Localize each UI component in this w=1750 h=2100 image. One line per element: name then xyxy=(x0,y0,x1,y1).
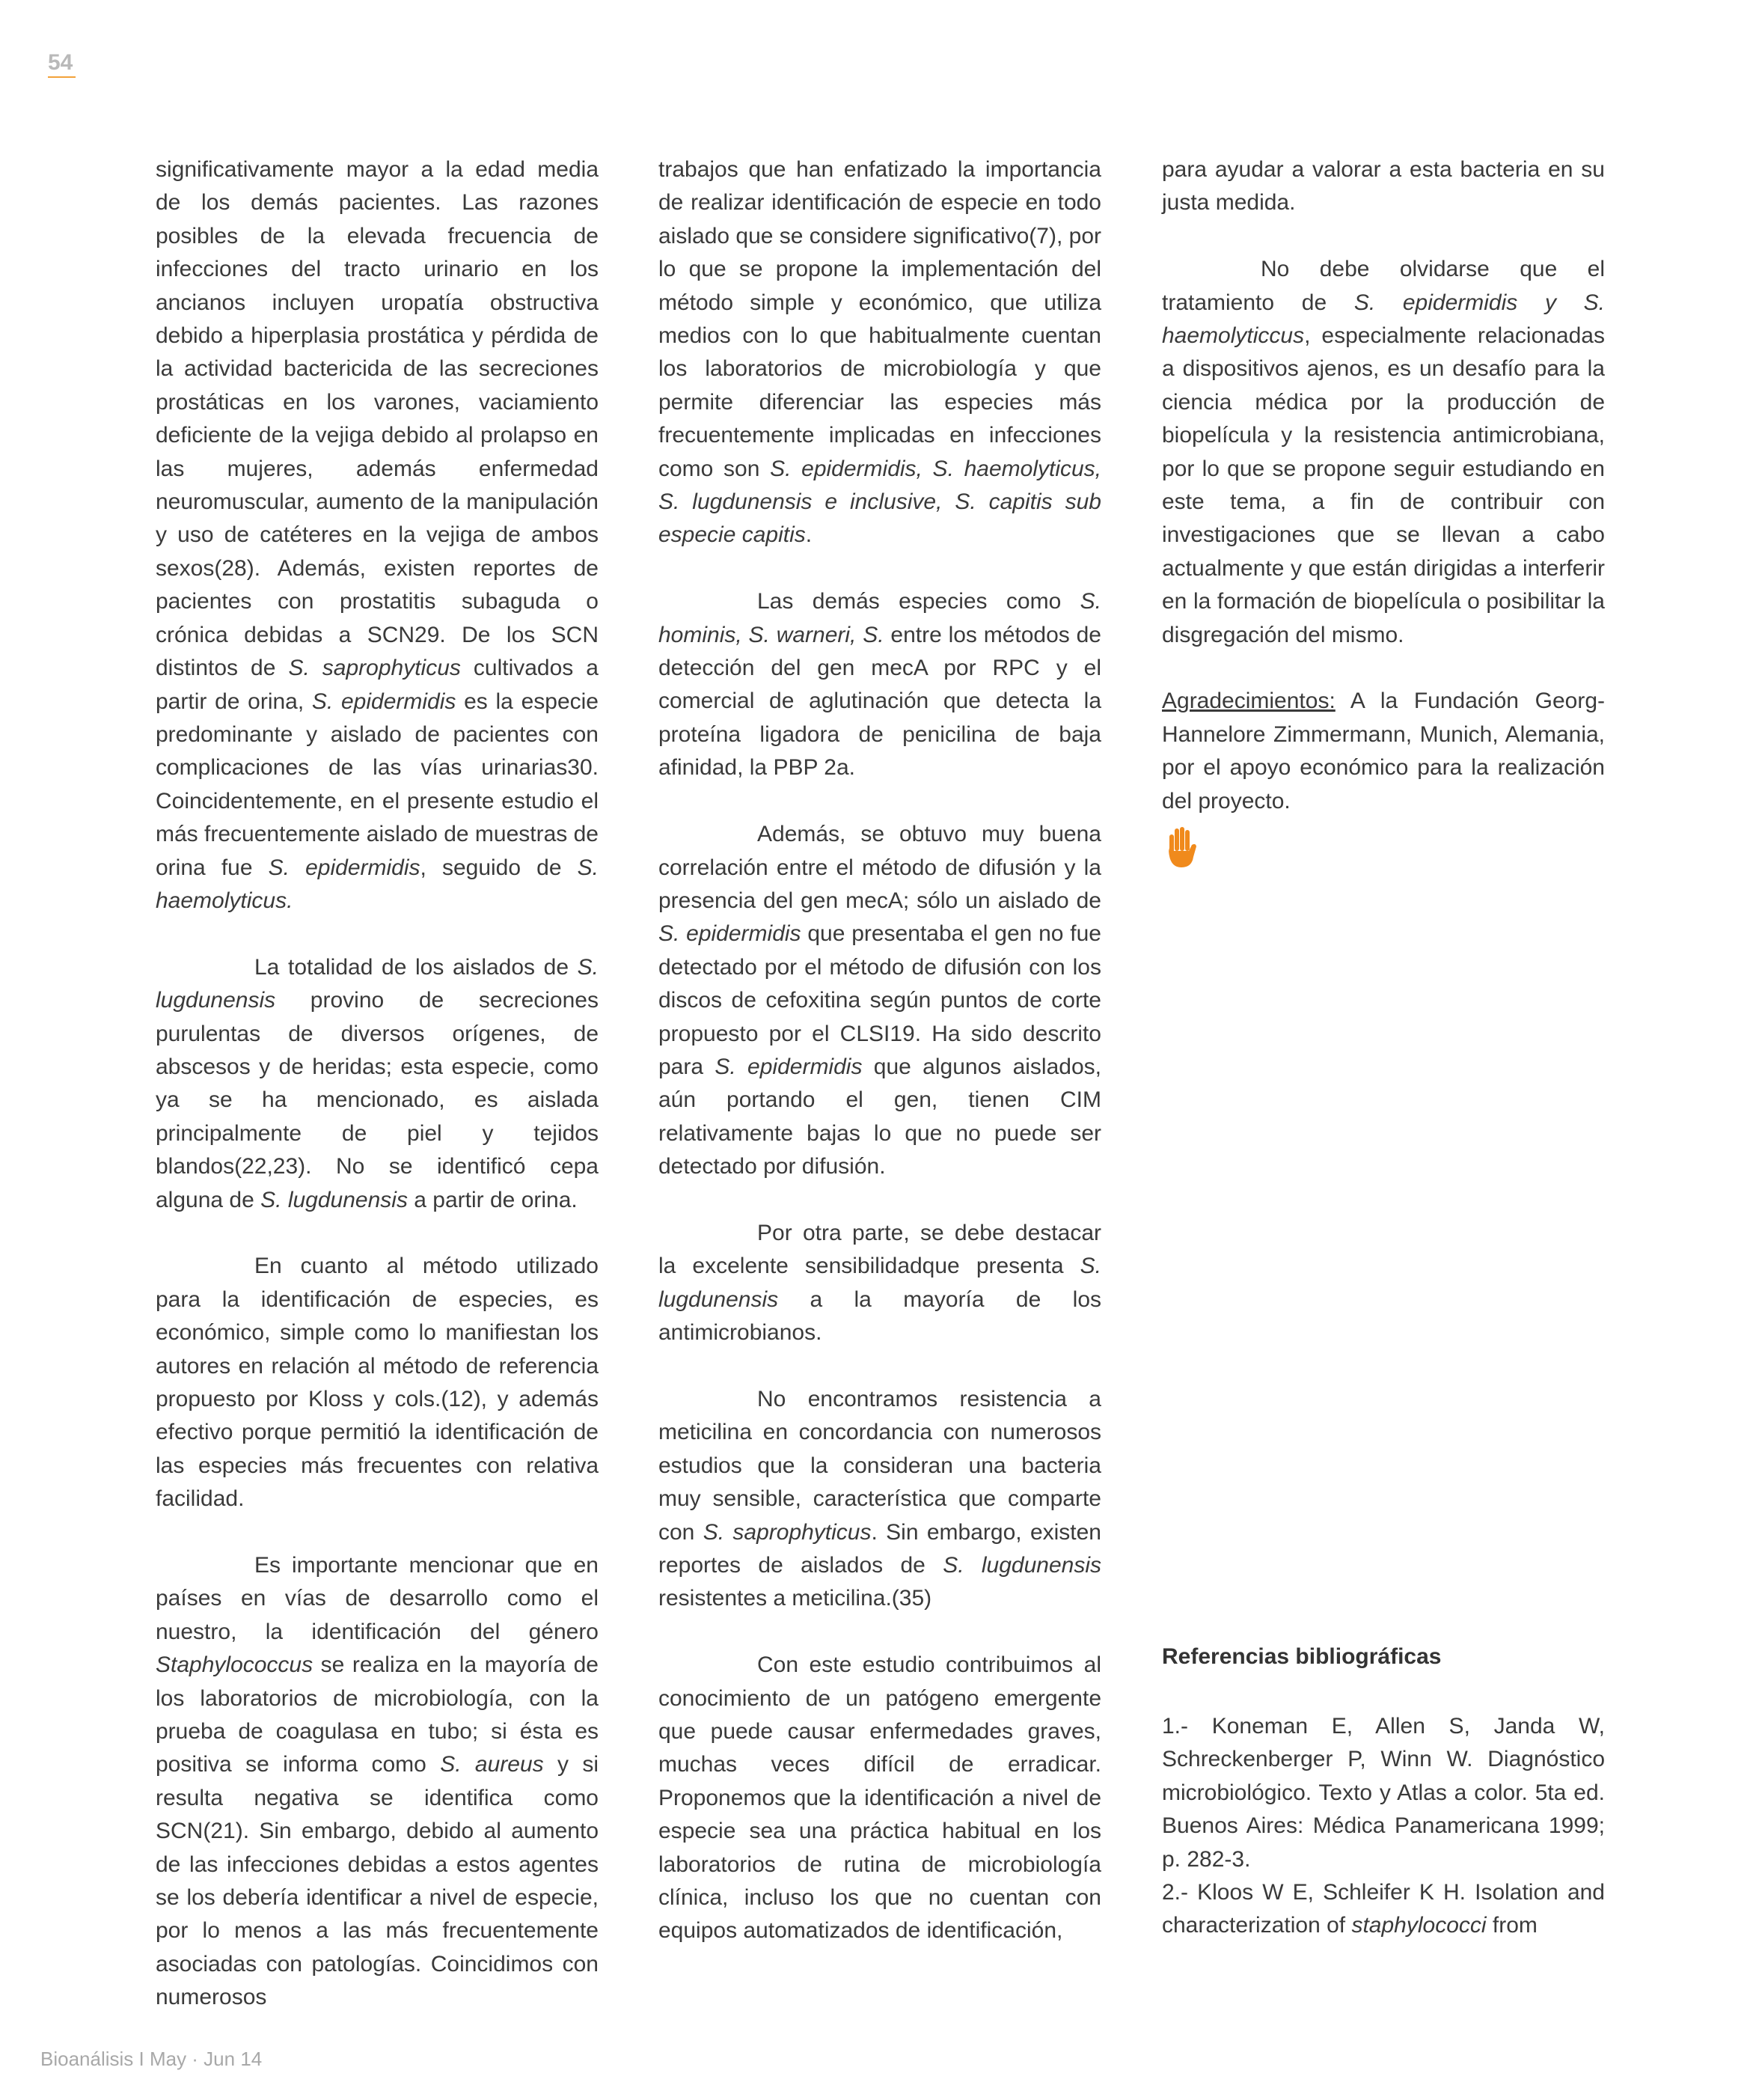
paragraph xyxy=(1162,153,1605,220)
text-run: significativamente mayor a la edad media de los demás pacientes. Las razones posibles de la elevada frecuencia de infecciones del tracto urinario en los ancianos incluyen uropatía obstructiva debido a hiperplasia prostática y pérdida de la actividad bactericida de las secreciones prostáticas en los varones, vaciamiento deficiente de la vejiga debido al prolapso en las mujeres, además enfermedad neuromuscular, aumento de la manipulación y uso de catéteres en la vejiga de ambos sexos(28). Además, existen reportes de pacientes con prostatitis subaguda o crónica debidas a SCN29. De los SCN distintos de xyxy=(156,157,599,681)
text-run: S. epidermidis xyxy=(311,689,456,714)
text-run: provino de secreciones purulentas de diversos orígenes, de abscesos y de heridas; esta especie, como ya se ha mencionado, es aislada principalmente de piel y tejidos blandos(22,23). No se identificó cepa alguna de xyxy=(156,988,599,1212)
paragraph xyxy=(156,1549,599,2015)
text-run: a partir de orina. xyxy=(407,1187,578,1212)
paragraph xyxy=(156,1250,599,1516)
text-run: S. saprophyticus xyxy=(288,656,461,681)
text-run: S. epidermidis xyxy=(268,855,420,880)
text-run: entre los métodos de detección del gen mecA por RPC y el comercial de aglutinación que detecta la proteína ligadora de penicilina de baja afinidad, la PBP 2a. xyxy=(658,622,1101,781)
text-run: a la mayoría de los antimicrobianos. xyxy=(658,1286,1101,1346)
text-run: No encontramos resistencia a meticilina en concordancia con numerosos estudios que la consideran una bacteria muy sensible, característica que comparte con xyxy=(658,1386,1101,1545)
column-2 xyxy=(658,153,1101,1948)
text-run: , especialmente relacionadas a dispositivos ajenos, es un desafío para la ciencia médica por la producción de biopelícula y la resistencia antimicrobiana, por lo que se propone seguir estudiando en este tema, a fin de contribuir con investigaciones que se llevan a cabo actualmente y que están dirigidas a interferir en la formación de biopelícula o posibilitar la disgregación del mismo. xyxy=(1162,323,1605,647)
paragraph xyxy=(658,153,1101,552)
references-title: Referencias bibliográficas xyxy=(1162,1644,1442,1669)
text-run: . xyxy=(805,522,813,548)
text-run: S. epidermidis y S. haemolyticcus xyxy=(1162,290,1605,349)
text-run: . Sin embargo, existen reportes de aislados de xyxy=(658,1519,1101,1578)
text-run: cultivados a partir de orina, xyxy=(156,656,599,714)
paragraph xyxy=(658,585,1101,784)
text-run: staphylococci xyxy=(1351,1913,1487,1938)
hand-icon xyxy=(1162,825,1198,870)
paragraph xyxy=(658,1217,1101,1350)
text-run: Además, se obtuvo muy buena correlación entre el método de difusión y la presencia del gen mecA; sólo un aislado de xyxy=(658,822,1101,913)
paragraph xyxy=(156,951,599,1217)
text-run: y si resulta negativa se identifica como SCN(21). Sin embargo, debido al aumento de las infecciones debidas a estos agentes se los debería identificar a nivel de especie, por lo menos a las más frecuentemente asociadas con patologías. Coincidimos con numerosos xyxy=(156,1752,599,2010)
text-run: Por otra parte, se debe destacar la excelente sensibilidadque presenta xyxy=(658,1220,1101,1279)
reference-item xyxy=(1162,1710,1605,1876)
text-run: S. lugdunensis xyxy=(260,1187,408,1212)
text-run: 2.- Kloos W E, Schleifer K H. Isolation and characterization of xyxy=(1162,1880,1605,1938)
footer: Bioanálisis I May · Jun 14 xyxy=(40,2048,263,2070)
text-run: No debe olvidarse que el tratamiento de xyxy=(1162,257,1605,315)
text-run: S. hominis, S. warneri, S. xyxy=(658,589,1101,647)
text-run: A la Fundación Georg-Hannelore Zimmermann, Munich, Alemania, por el apoyo económico para la realización del proyecto. xyxy=(1162,689,1605,814)
paragraph xyxy=(658,1383,1101,1616)
text-run: S. epidermidis xyxy=(715,1054,863,1079)
text-run: S. haemolyticus. xyxy=(156,855,599,913)
column-1 xyxy=(156,153,599,2015)
text-run: S. epidermidis xyxy=(658,921,801,947)
text-run: es la especie predominante y aislado de pacientes con complicaciones de las vías urinarias30. Coincidentemente, en el presente estudio el más frecuentemente aislado de muestras de orina fue xyxy=(156,689,599,880)
text-run: En cuanto al método utilizado para la identificación de especies, es económico, simple como lo manifiestan los autores en relación al método de referencia propuesto por Kloss y cols.(12), y además efectivo porque permitió la identificación de las especies más frecuentes con relativa facilidad. xyxy=(156,1254,599,1512)
text-run: Las demás especies como xyxy=(757,589,1080,614)
paragraph xyxy=(1162,253,1605,652)
acknowledgements xyxy=(1162,685,1605,818)
text-run: S. lugdunensis xyxy=(156,954,599,1013)
text-run: Es importante mencionar que en países en vías de desarrollo como el nuestro, la identificación del género xyxy=(156,1553,599,1644)
text-run: from xyxy=(1486,1913,1538,1938)
text-run: S. lugdunensis xyxy=(658,1254,1101,1312)
text-run: La totalidad de los aislados de xyxy=(254,954,578,980)
text-run: S. lugdunensis xyxy=(943,1553,1102,1578)
text-run: Staphylococcus xyxy=(156,1652,313,1678)
text-run: 1.- Koneman E, Allen S, Janda W, Schreckenberger P, Winn W. Diagnóstico microbiológico. Texto y Atlas a color. 5ta ed. Buenos Aires: Médica Panamericana 1999; p. 282-3. xyxy=(1162,1714,1605,1872)
text-run: para ayudar a valorar a esta bacteria en su justa medida. xyxy=(1162,157,1605,216)
text-run: Agradecimientos: xyxy=(1162,689,1336,714)
text-run: que algunos aislados, aún portando el gen, tienen CIM relativamente bajas lo que no puede ser detectado por difusión. xyxy=(658,1054,1101,1179)
paragraph xyxy=(658,818,1101,1183)
text-run: trabajos que han enfatizado la importancia de realizar identificación de especie en todo aislado que se considere significativo(7), por lo que se propone la implementación del método simple y económico, que utiliza medios con lo que habitualmente cuentan los laboratorios de microbiología y que permite diferenciar las especies más frecuentemente implicadas en infecciones como son xyxy=(658,157,1101,481)
text-run: S. epidermidis, S. haemolyticus, S. lugdunensis e inclusive, S. capitis sub especie capitis xyxy=(658,456,1102,548)
references-list xyxy=(1162,1710,1605,1943)
text-run: resistentes a meticilina.(35) xyxy=(658,1586,932,1611)
text-run: S. saprophyticus xyxy=(703,1519,872,1545)
column-3 xyxy=(1162,153,1605,870)
text-run: se realiza en la mayoría de los laboratorios de microbiología, con la prueba de coagulasa en tubo; si ésta es positiva se informa como xyxy=(156,1652,599,1777)
page-number: 54 xyxy=(48,49,76,78)
text-run: S. aureus xyxy=(440,1752,544,1777)
text-run: Con este estudio contribuimos al conocimiento de un patógeno emergente que puede causar enfermedades graves, muchas veces difícil de erradicar. Proponemos que la identificación a nivel de especie sea una práctica habitual en los laboratorios de rutina de microbiología clínica, incluso los que no cuentan con equipos automatizados de identificación, xyxy=(658,1652,1101,1944)
text-run: , seguido de xyxy=(420,855,578,880)
paragraph xyxy=(658,1649,1101,1948)
text-run: que presentaba el gen no fue detectado por el método de difusión con los discos de cefoxitina según puntos de corte propuesto por el CLSI19. Ha sido descrito para xyxy=(658,921,1101,1079)
reference-item xyxy=(1162,1876,1605,1943)
paragraph xyxy=(156,153,599,918)
